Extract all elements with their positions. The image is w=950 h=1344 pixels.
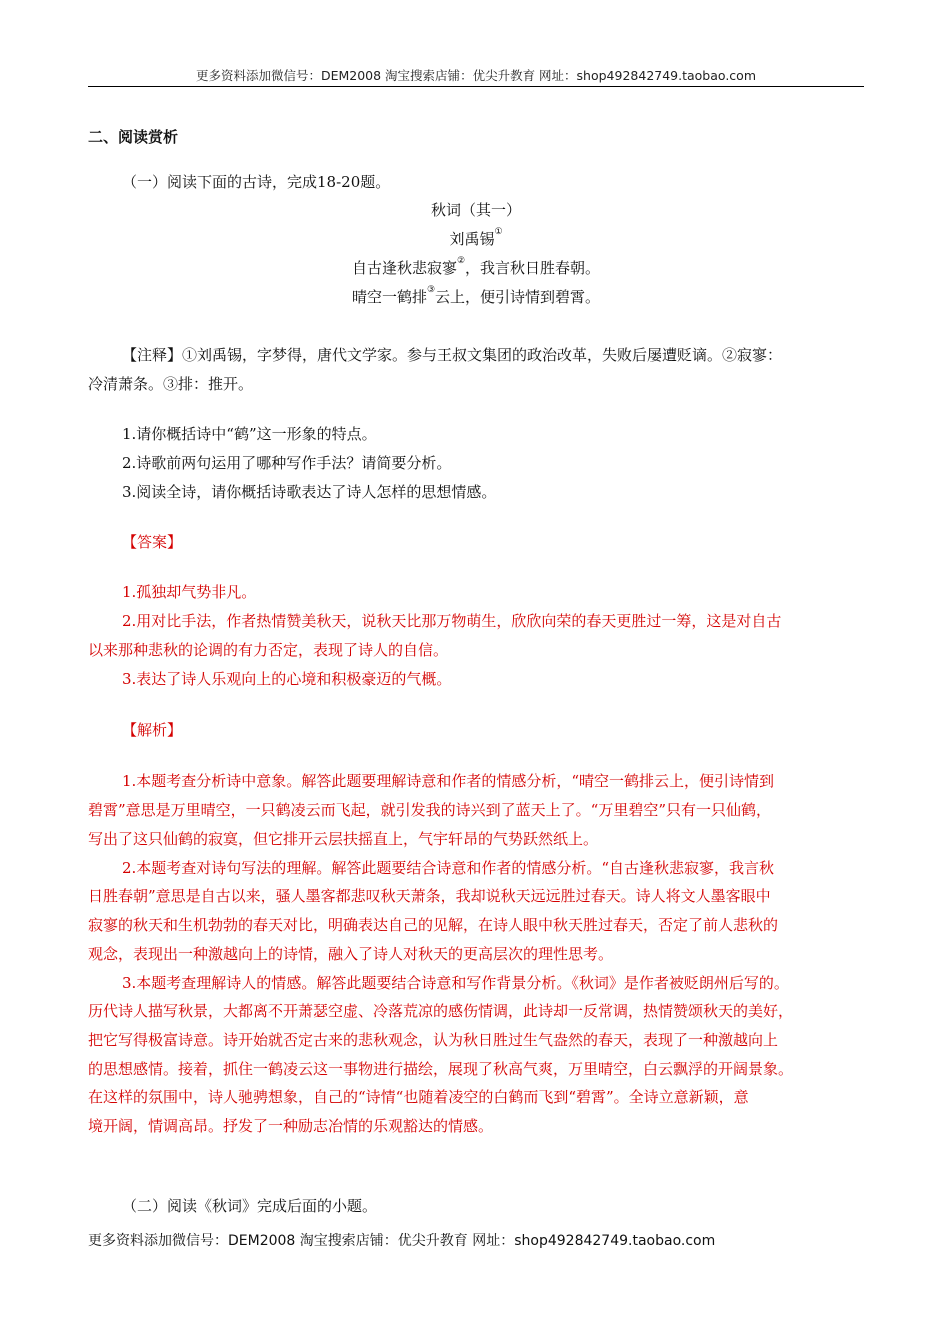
analysis-1-line-3: 写出了这只仙鹤的寂寞，但它排开云层扶摇直上，气宇轩昂的气势跃然纸上。 — [88, 830, 599, 848]
question-2: 2.诗歌前两句运用了哪种写作手法？请简要分析。 — [122, 454, 452, 472]
poem-line-1 — [88, 254, 864, 283]
analysis-3-line-4: 的思想感情。接着，抓住一鹤凌云这一事物进行描绘，展现了秋高气爽，万里晴空，白云飘浮的开阔景象。 — [88, 1060, 794, 1078]
footnote-mark: ② — [456, 256, 466, 266]
poem-line-2-b: 云上，便引诗情到碧霄。 — [435, 288, 601, 306]
poem-line-1-b: ，我言秋日胜春朝。 — [465, 259, 601, 277]
poem-line-1-a: 自古逢秋悲寂寥 — [351, 259, 457, 277]
header-rule — [88, 86, 864, 87]
question-1: 1.请你概括诗中“鹤”这一形象的特点。 — [122, 425, 377, 443]
analysis-2-line-1: 2.本题考查对诗句写法的理解。解答此题要结合诗意和作者的情感分析。“自古逢秋悲寂寥，我言秋 — [122, 859, 774, 877]
answer-2-line-2: 以来那种悲秋的论调的有力否定，表现了诗人的自信。 — [88, 641, 449, 659]
page-header: 更多资料添加微信号：DEM2008 淘宝搜索店铺：优尖升教育 网址：shop492842749.taobao.com — [195, 68, 757, 83]
footnote-mark: ① — [494, 227, 503, 237]
analysis-1-line-2: 碧霄”意思是万里晴空，一只鹤凌云而飞起，就引发我的诗兴到了蓝天上了。“万里碧空”只有一只仙鹤， — [88, 801, 772, 819]
answer-3: 3.表达了诗人乐观向上的心境和积极豪迈的气概。 — [122, 670, 452, 688]
question-3: 3.阅读全诗，请你概括诗歌表达了诗人怎样的思想情感。 — [122, 483, 497, 501]
part2-intro: （二）阅读《秋词》完成后面的小题。 — [122, 1197, 378, 1215]
analysis-2-line-4: 观念，表现出一种激越向上的诗情，融入了诗人对秋天的更高层次的理性思考。 — [88, 945, 614, 963]
analysis-2-line-3: 寂寥的秋天和生机勃勃的春天对比，明确表达自己的见解，在诗人眼中秋天胜过春天，否定了前人悲秋的 — [88, 916, 779, 934]
analysis-3-line-5: 在这样的氛围中，诗人驰骋想象，自己的“诗情“也随着凌空的白鹤而飞到“碧霄”。全诗立意新颖，意 — [88, 1088, 749, 1106]
author-name: 刘禹锡 — [449, 230, 495, 248]
answer-label: 【答案】 — [122, 533, 183, 551]
analysis-label: 【解析】 — [122, 721, 183, 739]
page-footer: 更多资料添加微信号：DEM2008 淘宝搜索店铺：优尖升教育 网址：shop492842749.taobao.com — [88, 1233, 716, 1249]
footnote-mark: ③ — [426, 285, 436, 295]
annotation-line-1: 【注释】①刘禹锡，字梦得，唐代文学家。参与王叔文集团的政治改革，失败后屡遭贬谪。②寂寥： — [122, 346, 783, 364]
poem-title: 秋词（其一） — [430, 201, 521, 219]
poem-line-2-a: 晴空一鹤排 — [351, 288, 427, 306]
analysis-2-line-2: 日胜春朝”意思是自古以来，骚人墨客都悲叹秋天萧条，我却说秋天远远胜过春天。诗人将文人墨客眼中 — [88, 887, 771, 905]
poem-author — [88, 225, 864, 254]
analysis-3-line-2: 历代诗人描写秋景，大都离不开萧瑟空虚、冷落荒凉的感伤情调，此诗却一反常调，热情赞颂秋天的美好， — [88, 1002, 794, 1020]
answer-1: 1.孤独却气势非凡。 — [122, 583, 257, 601]
section-title: 二、阅读赏析 — [88, 128, 179, 146]
poem-line-2 — [88, 283, 864, 312]
annotation-line-2: 冷清萧条。③排：推开。 — [88, 375, 254, 393]
analysis-3-line-1: 3.本题考查理解诗人的情感。解答此题要结合诗意和写作背景分析。《秋词》是作者被贬朗州后写的。 — [122, 974, 789, 992]
part1-intro: （一）阅读下面的古诗，完成18-20题。 — [122, 173, 391, 191]
analysis-1-line-1: 1.本题考查分析诗中意象。解答此题要理解诗意和作者的情感分析，“晴空一鹤排云上，便引诗情到 — [122, 772, 774, 790]
analysis-3-line-6: 境开阔，情调高昂。抒发了一种励志冶情的乐观豁达的情感。 — [88, 1117, 494, 1135]
answer-2-line-1: 2.用对比手法，作者热情赞美秋天，说秋天比那万物萌生，欣欣向荣的春天更胜过一筹，这是对自古 — [122, 612, 782, 630]
analysis-3-line-3: 把它写得极富诗意。诗开始就否定古来的悲秋观念，认为秋日胜过生气盎然的春天，表现了一种激越向上 — [88, 1031, 779, 1049]
